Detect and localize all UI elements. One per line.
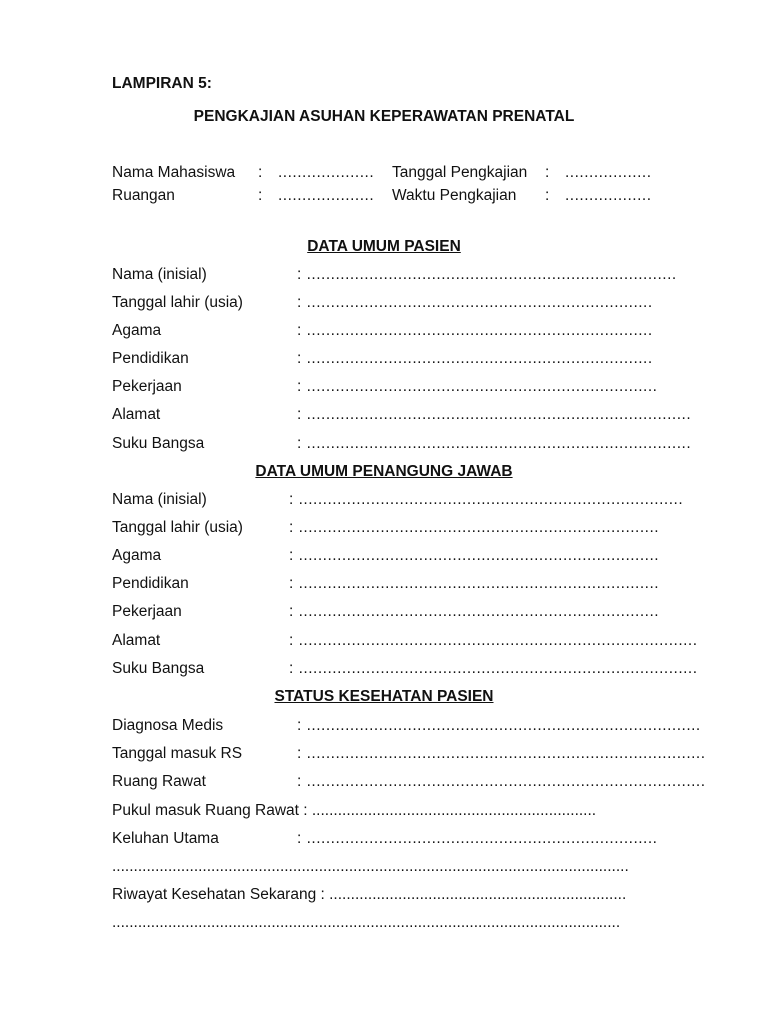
penanggung-label-agama: Agama bbox=[112, 547, 162, 564]
keluhan-value: : ......................................................................... bbox=[297, 830, 658, 847]
ruang-rawat-value: : ................................................................................... bbox=[297, 773, 706, 790]
waktu-blank: .................. bbox=[565, 187, 652, 204]
penanggung-value-alamat: : ................................................................................... bbox=[289, 632, 698, 649]
tanggal-label: Tanggal Pengkajian bbox=[392, 164, 528, 181]
ruangan-label: Ruangan bbox=[112, 187, 175, 204]
penanggung-value-pendidikan: : ........................................................................... bbox=[289, 575, 660, 592]
ruangan-colon: : bbox=[258, 187, 263, 204]
appendix-label: LAMPIRAN 5: bbox=[112, 75, 212, 92]
mahasiswa-colon: : bbox=[258, 164, 263, 181]
status-heading: STATUS KESEHATAN PASIEN bbox=[274, 688, 494, 705]
pasien-label-alamat: Alamat bbox=[112, 406, 161, 423]
pasien-label-pendidikan: Pendidikan bbox=[112, 350, 189, 367]
tanggal-masuk-label: Tanggal masuk RS bbox=[112, 745, 243, 762]
waktu-label: Waktu Pengkajian bbox=[392, 187, 517, 204]
pasien-heading: DATA UMUM PASIEN bbox=[307, 238, 461, 255]
diagnosa-label: Diagnosa Medis bbox=[112, 717, 224, 734]
pukul-masuk-line: Pukul masuk Ruang Rawat : .................................................................. bbox=[112, 802, 597, 819]
pasien-value-nama: : ............................................................................. bbox=[297, 266, 677, 283]
penanggung-value-suku: : ................................................................................... bbox=[289, 660, 698, 677]
keluhan-label: Keluhan Utama bbox=[112, 830, 219, 847]
penanggung-label-pekerjaan: Pekerjaan bbox=[112, 603, 182, 620]
riwayat-line: Riwayat Kesehatan Sekarang : ..................................................................... bbox=[112, 886, 627, 903]
pasien-value-pekerjaan: : ......................................................................... bbox=[297, 378, 658, 395]
penanggung-label-alamat: Alamat bbox=[112, 632, 161, 649]
pasien-value-suku: : ................................................................................ bbox=[297, 435, 692, 452]
mahasiswa-blank: .................... bbox=[278, 164, 375, 181]
ruangan-blank: .................... bbox=[278, 187, 375, 204]
ruang-rawat-label: Ruang Rawat bbox=[112, 773, 206, 790]
form-title: PENGKAJIAN ASUHAN KEPERAWATAN PRENATAL bbox=[193, 108, 575, 125]
penanggung-value-pekerjaan: : ........................................................................... bbox=[289, 603, 660, 620]
penanggung-value-tanggal-lahir: : ........................................................................... bbox=[289, 519, 660, 536]
keluhan-continuation: ........................................................................................................................ bbox=[112, 858, 629, 875]
penanggung-value-agama: : ........................................................................... bbox=[289, 547, 660, 564]
waktu-colon: : bbox=[545, 187, 550, 204]
penanggung-label-suku: Suku Bangsa bbox=[112, 660, 205, 677]
tanggal-masuk-value: : ................................................................................... bbox=[297, 745, 706, 762]
diagnosa-value: : .................................................................................. bbox=[297, 717, 701, 734]
pasien-value-pendidikan: : ........................................................................ bbox=[297, 350, 653, 367]
pasien-label-tanggal-lahir: Tanggal lahir (usia) bbox=[112, 294, 243, 311]
penanggung-label-nama: Nama (inisial) bbox=[112, 491, 207, 508]
pasien-label-pekerjaan: Pekerjaan bbox=[112, 378, 182, 395]
pasien-label-agama: Agama bbox=[112, 322, 162, 339]
tanggal-colon: : bbox=[545, 164, 550, 181]
pasien-label-nama: Nama (inisial) bbox=[112, 266, 207, 283]
pasien-label-suku: Suku Bangsa bbox=[112, 435, 205, 452]
mahasiswa-label: Nama Mahasiswa bbox=[112, 164, 236, 181]
riwayat-continuation: ...................................................................................................................... bbox=[112, 914, 621, 931]
tanggal-blank: .................. bbox=[565, 164, 652, 181]
penanggung-label-pendidikan: Pendidikan bbox=[112, 575, 189, 592]
penanggung-heading: DATA UMUM PENANGUNG JAWAB bbox=[255, 463, 513, 480]
pasien-value-alamat: : ................................................................................ bbox=[297, 406, 692, 423]
pasien-value-agama: : ........................................................................ bbox=[297, 322, 653, 339]
penanggung-value-nama: : ................................................................................ bbox=[289, 491, 684, 508]
penanggung-label-tanggal-lahir: Tanggal lahir (usia) bbox=[112, 519, 243, 536]
pasien-value-tanggal-lahir: : ........................................................................ bbox=[297, 294, 653, 311]
